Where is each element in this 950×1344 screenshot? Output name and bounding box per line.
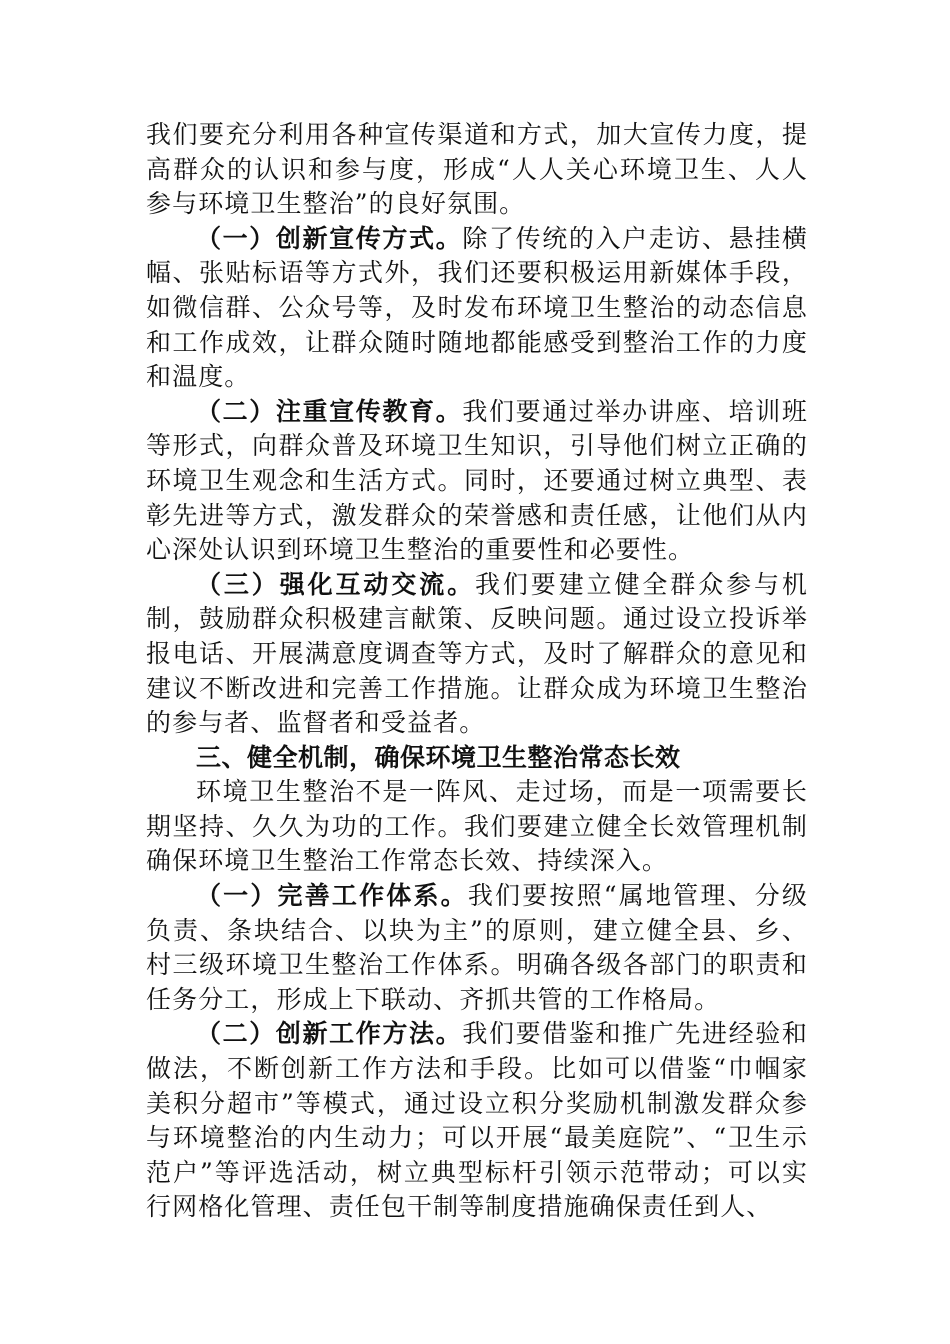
document-body bbox=[146, 118, 808, 1225]
paragraph-lead: （二）创新工作方法。 bbox=[196, 1019, 463, 1049]
paragraph-text: 除了传统的入户走访、悬挂横幅、张贴标语等方式外，我们还要积极运用新媒体手段，如微信群、公众号等，及时发布环境卫生整治的动态信息和工作成效，让群众随时随地都能感受到整治工作的力度和温度。 bbox=[146, 223, 808, 392]
paragraph-innovate-propaganda bbox=[146, 222, 808, 395]
paragraph-text: 环境卫生整治不是一阵风、走过场，而是一项需要长期坚持、久久为功的工作。我们要建立健全长效管理机制确保环境卫生整治工作常态长效、持续深入。 bbox=[146, 777, 808, 876]
paragraph-lead: （一）创新宣传方式。 bbox=[196, 223, 463, 253]
paragraph-propaganda-education bbox=[146, 395, 808, 568]
section-heading-mechanism: 三、健全机制，确保环境卫生整治常态长效 bbox=[196, 742, 681, 772]
paragraph-work-methods bbox=[146, 1017, 808, 1225]
paragraph-text: 我们要借鉴和推广先进经验和做法，不断创新工作方法和手段。比如可以借鉴“巾帼家美积分超市”等模式，通过设立积分奖励机制激发群众参与环境整治的内生动力；可以开展“最美庭院”、“卫生示范户”等评选活动，树立典型标杆引领示范带动；可以实行网格化管理、责任包干制等制度措施确保责任到人、 bbox=[146, 1019, 808, 1222]
paragraph-text: 我们要充分利用各种宣传渠道和方式，加大宣传力度，提高群众的认识和参与度，形成“人人关心环境卫生、人人参与环境卫生整治”的良好氛围。 bbox=[146, 120, 808, 219]
paragraph-lead: （一）完善工作体系。 bbox=[196, 881, 468, 911]
paragraph-lead: （二）注重宣传教育。 bbox=[196, 396, 463, 426]
paragraph-work-system bbox=[146, 879, 808, 1017]
paragraph-propaganda-intro bbox=[146, 118, 808, 222]
paragraph-lead: （三）强化互动交流。 bbox=[196, 569, 475, 599]
paragraph-text: 我们要通过举办讲座、培训班等形式，向群众普及环境卫生知识，引导他们树立正确的环境卫生观念和生活方式。同时，还要通过树立典型、表彰先进等方式，激发群众的荣誉感和责任感，让他们从内心深处认识到环境卫生整治的重要性和必要性。 bbox=[146, 396, 808, 565]
paragraph-interaction bbox=[146, 568, 808, 741]
paragraph-mechanism-intro bbox=[146, 775, 808, 879]
paragraph-text: 我们要建立健全群众参与机制，鼓励群众积极建言献策、反映问题。通过设立投诉举报电话、开展满意度调查等方式，及时了解群众的意见和建议不断改进和完善工作措施。让群众成为环境卫生整治的参与者、监督者和受益者。 bbox=[146, 569, 808, 738]
paragraph-text: 我们要按照“属地管理、分级负责、条块结合、以块为主”的原则，建立健全县、乡、村三级环境卫生整治工作体系。明确各级各部门的职责和任务分工，形成上下联动、齐抓共管的工作格局。 bbox=[146, 881, 808, 1014]
